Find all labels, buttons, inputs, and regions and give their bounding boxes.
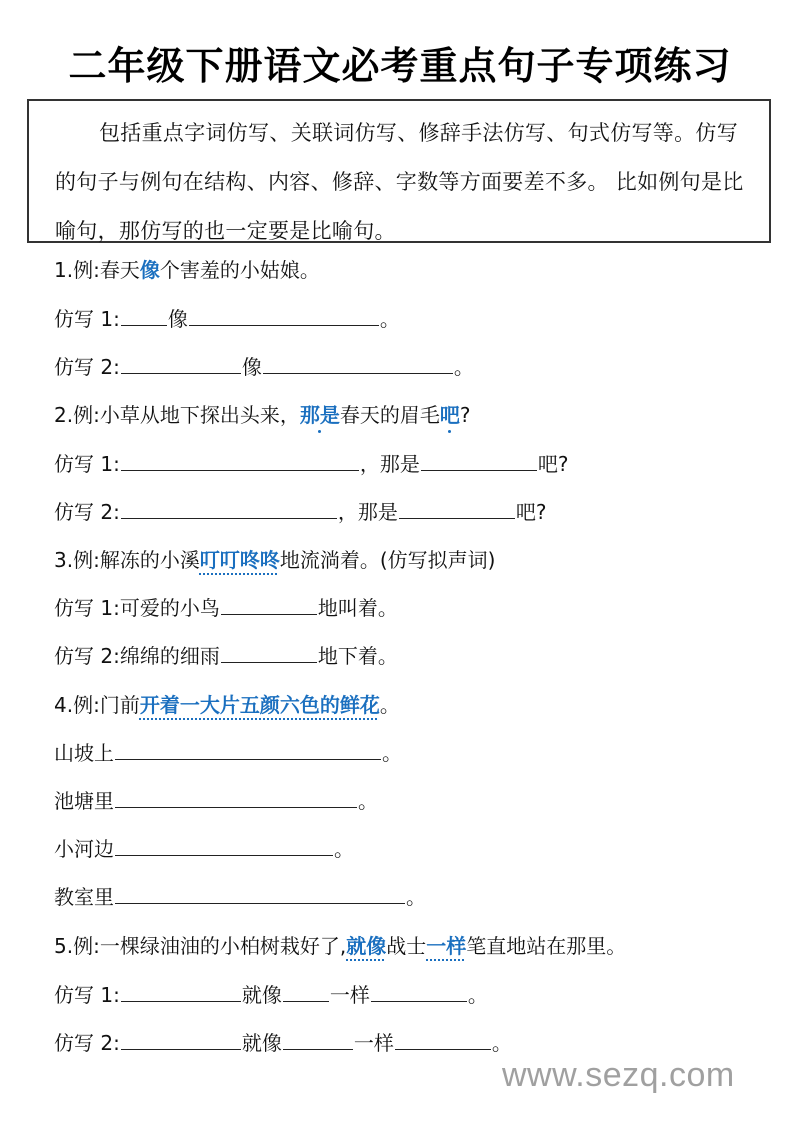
prompt-text: 地下着。 (317, 644, 398, 668)
example-label: 例: (73, 403, 100, 427)
answer-blank[interactable] (221, 594, 317, 615)
example-text: 门前 (99, 693, 140, 717)
example-text: 地流淌着。(仿写拟声词) (279, 548, 496, 572)
keyword: ，那是 (359, 452, 420, 476)
exercise-number: 4. (54, 693, 74, 717)
exercise-1-example (54, 256, 320, 284)
answer-blank[interactable] (121, 353, 241, 374)
emphasis-dot-text: 那是 (299, 403, 340, 427)
keyword: 吧? (537, 452, 569, 476)
practice-label: 仿写 2: (54, 644, 120, 668)
example-text: 一棵绿油油的小柏树栽好了, (99, 934, 347, 958)
keyword: 吧? (515, 500, 547, 524)
highlight-word: 叮叮咚咚 (199, 548, 280, 572)
exercise-4-practice-1 (54, 739, 402, 767)
keyword: 像 (167, 307, 188, 331)
example-label: 例: (73, 548, 100, 572)
answer-blank[interactable] (221, 642, 317, 663)
answer-blank[interactable] (121, 1029, 241, 1050)
exercise-5-example (54, 932, 626, 960)
highlight-word: 开着一大片五颜六色的鲜花 (139, 693, 380, 717)
exercise-1-practice-2 (54, 353, 474, 381)
highlight-word (300, 403, 340, 427)
answer-blank[interactable] (121, 981, 241, 1002)
example-text: 春天 (99, 258, 140, 282)
keyword: 一样 (353, 1031, 394, 1055)
punctuation: 。 (453, 355, 474, 379)
highlight-word: 一样 (426, 934, 467, 958)
prompt-text: 教室里 (54, 885, 114, 909)
exercise-4-practice-2 (54, 787, 378, 815)
exercise-number: 5. (54, 934, 74, 958)
intro-text: 包括重点字词仿写、关联词仿写、修辞手法仿写、句式仿写等。仿写的句子与例句在结构、内容、修辞、字数等方面要差不多。 比如例句是比喻句，那仿写的也一定要是比喻句。 (55, 121, 744, 243)
example-label: 例: (73, 934, 100, 958)
keyword: 就像 (241, 1031, 282, 1055)
exercise-3-practice-1 (54, 594, 398, 622)
practice-label: 仿写 1: (54, 307, 120, 331)
exercise-5-practice-1 (54, 981, 488, 1009)
punctuation: 。 (334, 837, 354, 861)
exercise-4-example (54, 691, 400, 719)
prompt-text: 池塘里 (54, 789, 114, 813)
example-text: 个害羞的小姑娘。 (159, 258, 320, 282)
answer-blank[interactable] (121, 450, 359, 471)
exercise-3-practice-2 (54, 642, 398, 670)
answer-blank[interactable] (421, 450, 537, 471)
punctuation: ? (459, 403, 471, 427)
prompt-text: 可爱的小鸟 (119, 596, 220, 620)
example-label: 例: (73, 258, 100, 282)
punctuation: 。 (491, 1031, 512, 1055)
exercise-3-example (54, 546, 495, 574)
exercise-1-practice-1 (54, 305, 400, 333)
answer-blank[interactable] (121, 498, 337, 519)
answer-blank[interactable] (263, 353, 453, 374)
answer-blank[interactable] (115, 883, 405, 904)
answer-blank[interactable] (283, 981, 329, 1002)
example-text: 解冻的小溪 (99, 548, 200, 572)
exercise-number: 2. (54, 403, 74, 427)
answer-blank[interactable] (115, 739, 381, 760)
exercise-5-practice-2 (54, 1029, 512, 1057)
page-title: 二年级下册语文必考重点句子专项练习 (68, 44, 732, 88)
answer-blank[interactable] (121, 305, 167, 326)
practice-label: 仿写 2: (54, 1031, 120, 1055)
answer-blank[interactable] (371, 981, 467, 1002)
exercise-4-practice-4 (54, 883, 426, 911)
punctuation: 。 (382, 741, 402, 765)
answer-blank[interactable] (395, 1029, 491, 1050)
practice-label: 仿写 1: (54, 983, 120, 1007)
watermark: www.sezq.com (502, 1056, 735, 1094)
example-text: 小草从地下探出头来， (99, 403, 300, 427)
exercise-2-practice-1 (54, 450, 568, 478)
answer-blank[interactable] (189, 305, 379, 326)
practice-label: 仿写 2: (54, 355, 120, 379)
punctuation: 。 (379, 693, 400, 717)
punctuation: 。 (406, 885, 426, 909)
keyword: ，那是 (337, 500, 398, 524)
highlight-word: 像 (139, 258, 160, 282)
example-text: 春天的眉毛 (339, 403, 440, 427)
exercise-2-practice-2 (54, 498, 546, 526)
punctuation: 。 (467, 983, 488, 1007)
keyword: 就像 (241, 983, 282, 1007)
exercise-2-example (54, 401, 470, 429)
prompt-text: 小河边 (54, 837, 114, 861)
punctuation: 。 (358, 789, 378, 813)
answer-blank[interactable] (115, 835, 333, 856)
exercise-number: 3. (54, 548, 74, 572)
keyword: 像 (241, 355, 262, 379)
prompt-text: 绵绵的细雨 (119, 644, 220, 668)
example-label: 例: (73, 693, 100, 717)
highlight-word: 就像 (346, 934, 387, 958)
prompt-text: 地叫着。 (317, 596, 398, 620)
practice-label: 仿写 1: (54, 596, 120, 620)
practice-label: 仿写 2: (54, 500, 120, 524)
answer-blank[interactable] (399, 498, 515, 519)
answer-blank[interactable] (283, 1029, 353, 1050)
highlight-word: 吧 (439, 403, 460, 427)
example-text: 战士 (386, 934, 427, 958)
exercise-number: 1. (54, 258, 74, 282)
exercise-4-practice-3 (54, 835, 354, 863)
punctuation: 。 (379, 307, 400, 331)
answer-blank[interactable] (115, 787, 357, 808)
prompt-text: 山坡上 (54, 741, 114, 765)
example-text: 笔直地站在那里。 (466, 934, 627, 958)
keyword: 一样 (329, 983, 370, 1007)
intro-box (27, 99, 771, 243)
practice-label: 仿写 1: (54, 452, 120, 476)
